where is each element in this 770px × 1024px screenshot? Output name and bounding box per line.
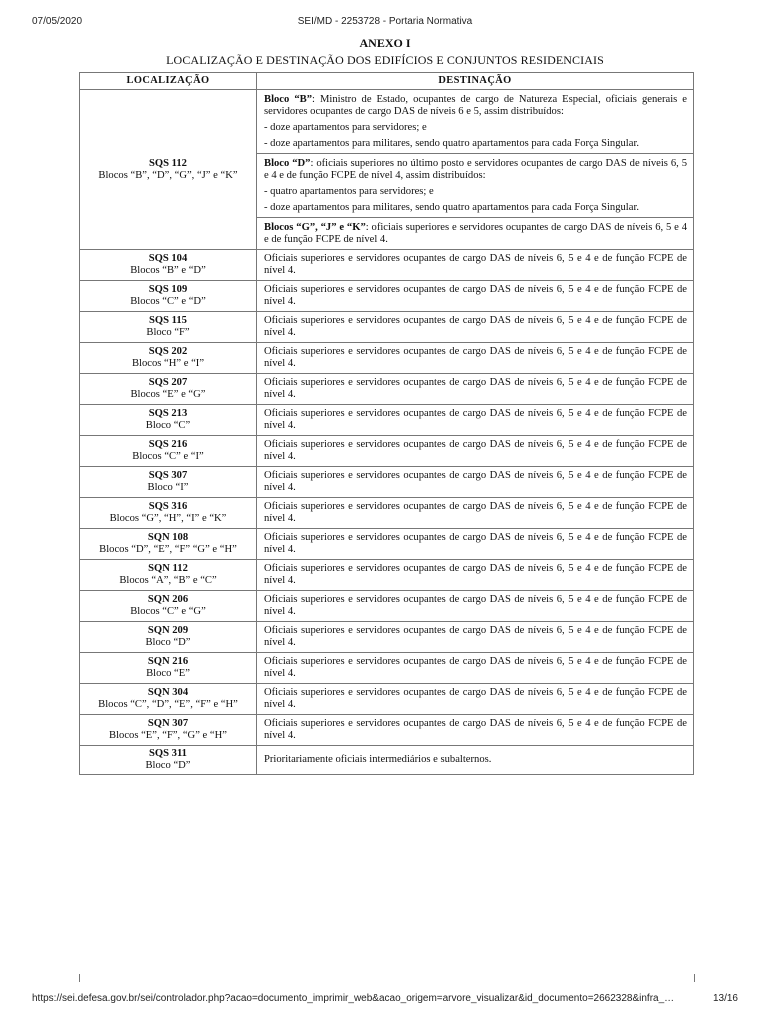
location-code: SQS 216 (148, 439, 188, 450)
table-row (80, 653, 694, 684)
location-blocks: Blocos “C”, “D”, “E”, “F” e “H” (98, 699, 238, 710)
location-code: SQS 112 (149, 157, 187, 169)
location-cell (80, 250, 257, 281)
location-blocks: Bloco “C” (145, 420, 191, 431)
location-code: SQS 311 (149, 748, 187, 759)
location-cell (80, 591, 257, 622)
table-row (80, 467, 694, 498)
print-date: 07/05/2020 (32, 16, 83, 27)
location-cell (80, 467, 257, 498)
location-cell (80, 374, 257, 405)
location-code: SQN 108 (147, 532, 189, 543)
location-cell (80, 622, 257, 653)
destination-cell: Oficiais superiores e servidores ocupantes de cargo DAS de níveis 6, 5 e 4 e de função FCPE de nível 4. (257, 405, 694, 436)
destination-cell: Prioritariamente oficiais intermediários e subalternos. (257, 746, 694, 775)
residence-table (79, 72, 694, 775)
destination-cell (257, 90, 694, 154)
destination-cell: Oficiais superiores e servidores ocupantes de cargo DAS de níveis 6, 5 e 4 e de função FCPE de nível 4. (257, 343, 694, 374)
destination-item: - doze apartamentos para militares, sendo quatro apartamentos para cada Força Singular. (264, 202, 640, 213)
location-cell (80, 436, 257, 467)
location-cell (80, 746, 257, 775)
table-row (80, 591, 694, 622)
table-row (80, 498, 694, 529)
location-code: SQS 115 (149, 315, 187, 326)
location-code: SQS 316 (148, 501, 188, 512)
location-cell (80, 653, 257, 684)
location-cell (80, 312, 257, 343)
destination-cell: Oficiais superiores e servidores ocupantes de cargo DAS de níveis 6, 5 e 4 e de função FCPE de nível 4. (257, 250, 694, 281)
destination-cell: Oficiais superiores e servidores ocupantes de cargo DAS de níveis 6, 5 e 4 e de função FCPE de nível 4. (257, 653, 694, 684)
destination-cell: Oficiais superiores e servidores ocupantes de cargo DAS de níveis 6, 5 e 4 e de função FCPE de nível 4. (257, 529, 694, 560)
location-code: SQS 307 (148, 470, 188, 481)
location-code: SQN 304 (147, 687, 189, 698)
destination-lead: Blocos “G”, “J” e “K” (264, 222, 366, 233)
table-row (80, 374, 694, 405)
table-row (80, 312, 694, 343)
location-blocks: Blocos “D”, “E”, “F” “G” e “H” (99, 544, 237, 555)
location-cell (80, 405, 257, 436)
location-code: SQN 206 (147, 594, 189, 605)
destination-paragraph (264, 158, 687, 182)
location-blocks: Blocos “B” e “D” (130, 265, 206, 276)
location-blocks: Blocos “C” e “I” (132, 451, 204, 462)
destination-text: : Ministro de Estado, ocupantes de cargo de Natureza Especial, oficiais generais e servidores ocupantes de cargo DAS de níveis 6 e 5, assim distribuídos: (264, 94, 687, 117)
location-blocks: Blocos “E” e “G” (130, 389, 206, 400)
table-row (80, 622, 694, 653)
header-destination: DESTINAÇÃO (257, 73, 694, 90)
location-code: SQS 104 (148, 253, 188, 264)
destination-paragraph (264, 222, 687, 246)
location-blocks: Bloco “D” (145, 637, 191, 648)
location-code: SQS 213 (148, 408, 188, 419)
destination-cell: Oficiais superiores e servidores ocupantes de cargo DAS de níveis 6, 5 e 4 e de função FCPE de nível 4. (257, 715, 694, 746)
location-blocks: Blocos “E”, “F”, “G” e “H” (109, 730, 227, 741)
destination-item: - doze apartamentos para servidores; e (264, 122, 427, 133)
destination-text: : oficiais superiores no último posto e servidores ocupantes de cargo DAS de níveis 6, 5 e 4 e de função FCPE de nível 4, assim distribuídos: (264, 158, 687, 181)
table-continuation (79, 974, 695, 982)
table-row (80, 405, 694, 436)
header-location: LOCALIZAÇÃO (80, 73, 257, 90)
location-blocks: Bloco “E” (146, 668, 190, 679)
table-row (80, 90, 694, 154)
destination-text: : oficiais superiores e servidores ocupantes de cargo DAS de níveis 6, 5 e 4 e de função FCPE de nível 4. (264, 222, 687, 245)
table-row (80, 281, 694, 312)
destination-cell: Oficiais superiores e servidores ocupantes de cargo DAS de níveis 6, 5 e 4 e de função FCPE de nível 4. (257, 622, 694, 653)
table-header-row (80, 73, 694, 90)
destination-cell: Oficiais superiores e servidores ocupantes de cargo DAS de níveis 6, 5 e 4 e de função FCPE de nível 4. (257, 281, 694, 312)
location-blocks: Blocos “B”, “D”, “G”, “J” e “K” (98, 169, 238, 181)
destination-lead: Bloco “D” (264, 158, 311, 169)
table-row (80, 436, 694, 467)
destination-item: - doze apartamentos para militares, sendo quatro apartamentos para cada Força Singular. (264, 138, 640, 149)
destination-cell: Oficiais superiores e servidores ocupantes de cargo DAS de níveis 6, 5 e 4 e de função FCPE de nível 4. (257, 436, 694, 467)
location-blocks: Blocos “H” e “I” (131, 358, 205, 369)
table-row (80, 250, 694, 281)
location-cell (80, 529, 257, 560)
table-row (80, 343, 694, 374)
destination-cell: Oficiais superiores e servidores ocupantes de cargo DAS de níveis 6, 5 e 4 e de função FCPE de nível 4. (257, 312, 694, 343)
location-blocks: Blocos “G”, “H”, “I” e “K” (109, 513, 227, 524)
table-body (80, 90, 694, 775)
print-header (32, 16, 738, 30)
location-blocks: Bloco “F” (146, 327, 190, 338)
destination-cell: Oficiais superiores e servidores ocupantes de cargo DAS de níveis 6, 5 e 4 e de função FCPE de nível 4. (257, 684, 694, 715)
location-cell (80, 90, 257, 250)
location-cell (80, 498, 257, 529)
table-row (80, 684, 694, 715)
destination-cell: Oficiais superiores e servidores ocupantes de cargo DAS de níveis 6, 5 e 4 e de função FCPE de nível 4. (257, 374, 694, 405)
location-code: SQN 307 (147, 718, 189, 729)
destination-cell (257, 218, 694, 250)
destination-paragraph (264, 94, 687, 118)
location-cell (80, 715, 257, 746)
location-code: SQN 112 (148, 563, 188, 574)
location-code: SQS 202 (148, 346, 188, 357)
destination-cell: Oficiais superiores e servidores ocupantes de cargo DAS de níveis 6, 5 e 4 e de função FCPE de nível 4. (257, 560, 694, 591)
destination-lead: Bloco “B” (264, 94, 313, 105)
location-cell (80, 560, 257, 591)
print-footer (32, 993, 738, 1007)
location-cell (80, 281, 257, 312)
table-row (80, 529, 694, 560)
destination-cell: Oficiais superiores e servidores ocupantes de cargo DAS de níveis 6, 5 e 4 e de função FCPE de nível 4. (257, 591, 694, 622)
location-code: SQN 209 (147, 625, 189, 636)
annex-subtitle: LOCALIZAÇÃO E DESTINAÇÃO DOS EDIFÍCIOS E CONJUNTOS RESIDENCIAIS (166, 53, 604, 67)
location-blocks: Blocos “C” e “D” (130, 296, 206, 307)
print-url: https://sei.defesa.gov.br/sei/controlador.php?acao=documento_imprimir_web&acao_origem=arvore_visualizar&id_documento=2662328&infra_… (32, 993, 675, 1004)
destination-cell: Oficiais superiores e servidores ocupantes de cargo DAS de níveis 6, 5 e 4 e de função FCPE de nível 4. (257, 467, 694, 498)
print-document-title: SEI/MD - 2253728 - Portaria Normativa (297, 16, 473, 27)
location-code: SQN 216 (147, 656, 189, 667)
table-row (80, 746, 694, 775)
destination-cell (257, 154, 694, 218)
location-blocks: Bloco “D” (145, 760, 191, 771)
table-row (80, 560, 694, 591)
location-blocks: Blocos “A”, “B” e “C” (119, 575, 217, 586)
table-row (80, 715, 694, 746)
location-cell (80, 684, 257, 715)
destination-cell: Oficiais superiores e servidores ocupantes de cargo DAS de níveis 6, 5 e 4 e de função FCPE de nível 4. (257, 498, 694, 529)
annex-title: ANEXO I (359, 36, 411, 50)
location-cell (80, 343, 257, 374)
destination-item: - quatro apartamentos para servidores; e (264, 186, 434, 197)
page-number: 13/16 (712, 993, 738, 1004)
location-code: SQS 109 (148, 284, 188, 295)
location-blocks: Bloco “I” (147, 482, 189, 493)
location-code: SQS 207 (148, 377, 188, 388)
location-blocks: Blocos “C” e “G” (130, 606, 206, 617)
